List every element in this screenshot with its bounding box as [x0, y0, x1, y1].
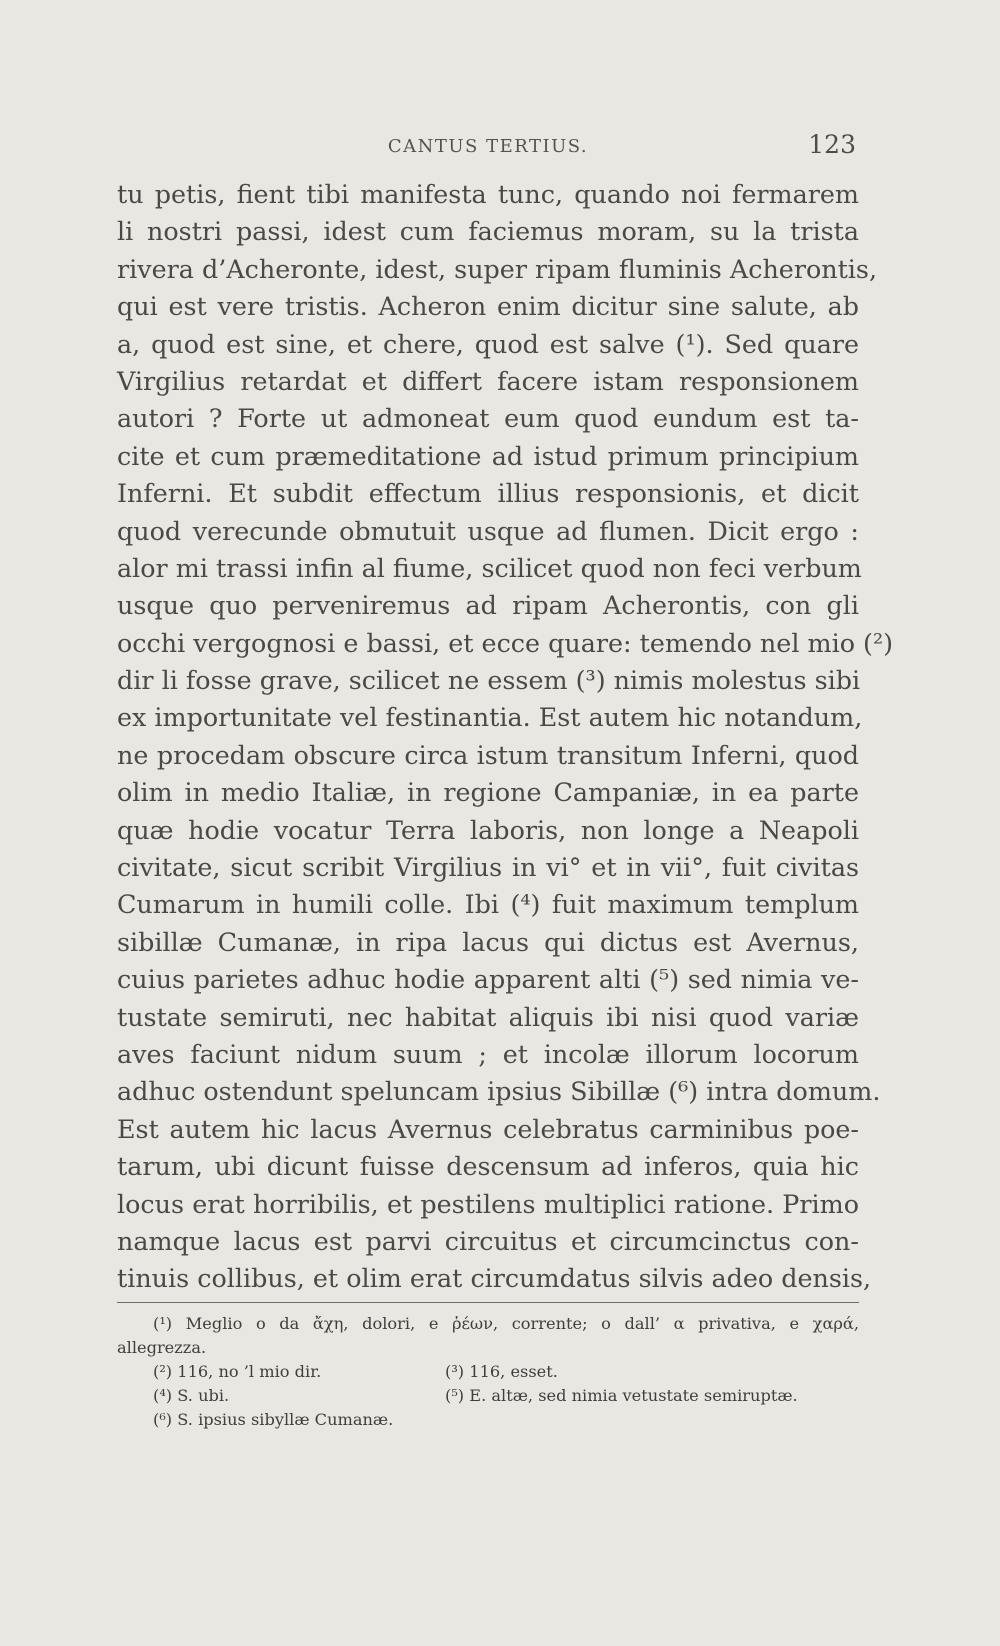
text-line: qui est vere tristis. Acheron enim dicitur sine salute, ab — [117, 291, 859, 322]
text-line: locus erat horribilis, et pestilens multiplici ratione. Primo — [117, 1188, 859, 1219]
footnote-5: (⁵) E. altæ, sed nimia vetustate semiruptæ. — [445, 1386, 798, 1405]
text-line: rivera d’Acheronte, idest, super ripam fluminis Acherontis, — [117, 253, 878, 284]
footnote-row — [117, 1384, 859, 1408]
text-line: autori ? Forte ut admoneat eum quod eundum est ta- — [117, 403, 859, 434]
running-title: CANTUS TERTIUS. — [387, 136, 589, 157]
text-line: dir li fosse grave, scilicet ne essem (³) nimis molestus sibi — [117, 665, 861, 696]
page-number: 123 — [808, 130, 856, 159]
text-line: tu petis, fient tibi manifesta tunc, quando noi fermarem — [117, 179, 859, 209]
footnote-2: (²) 116, no ’l mio dir. — [153, 1362, 322, 1381]
text-line: a, quod est sine, et chere, quod est salve (¹). Sed quare — [117, 328, 859, 359]
text-line: cite et cum præmeditatione ad istud primum principium — [117, 440, 859, 471]
text-line: civitate, sicut scribit Virgilius in vi° et in vii°, fuit civitas — [117, 852, 859, 883]
text-line: adhuc ostendunt speluncam ipsius Sibillæ (⁶) intra domum. — [117, 1076, 881, 1107]
text-line: namque lacus est parvi circuitus et circumcinctus con- — [117, 1225, 859, 1256]
text-line: tinuis collibus, et olim erat circumdatus silvis adeo densis, — [117, 1263, 872, 1294]
text-line: Est autem hic lacus Avernus celebratus carminibus poe- — [117, 1113, 859, 1144]
text-line: usque quo perveniremus ad ripam Acherontis, con gli — [117, 590, 859, 621]
text-line: cuius parietes adhuc hodie apparent alti (⁵) sed nimia ve- — [117, 964, 859, 995]
text-line: aves faciunt nidum suum ; et incolæ illorum locorum — [117, 1038, 859, 1069]
footnotes — [117, 1312, 859, 1432]
text-line: ex importunitate vel festinantia. Est autem hic notandum, — [117, 702, 863, 733]
main-text — [117, 176, 894, 1298]
text-line: tarum, ubi dicunt fuisse descensum ad inferos, quia hic — [117, 1151, 859, 1182]
text-line: olim in medio Italiæ, in regione Campaniæ, in ea parte — [117, 777, 859, 808]
text-line: occhi vergognosi e bassi, et ecce quare: temendo nel mio (²) — [117, 627, 894, 658]
footnote-4: (⁴) S. ubi. — [153, 1386, 230, 1405]
footnote-6: (⁶) S. ipsius sibyllæ Cumanæ. — [153, 1410, 394, 1429]
text-line: quod verecunde obmutuit usque ad flumen. Dicit ergo : — [117, 515, 859, 546]
text-line: li nostri passi, idest cum faciemus moram, su la trista — [117, 216, 859, 247]
footnote-row — [117, 1360, 859, 1384]
text-line: tustate semiruti, nec habitat aliquis ibi nisi quod variæ — [117, 1001, 859, 1032]
text-line: Virgilius retardat et differt facere istam responsionem — [117, 365, 859, 396]
page-header — [120, 130, 856, 170]
text-line: Inferni. Et subdit effectum illius responsionis, et dicit — [117, 478, 859, 509]
footnote-1-continued: allegrezza. — [117, 1338, 207, 1357]
footnote-1: (¹) Meglio o da ἄχη, dolori, e ῥέων, corrente; o dall’ α privativa, e χαρά, — [153, 1314, 859, 1333]
footnote-rule — [117, 1302, 859, 1303]
text-line: alor mi trassi infin al fiume, scilicet quod non feci verbum — [117, 552, 862, 583]
footnote-3: (³) 116, esset. — [445, 1362, 558, 1381]
text-line: quæ hodie vocatur Terra laboris, non longe a Neapoli — [117, 814, 859, 845]
text-line: Cumarum in humili colle. Ibi (⁴) fuit maximum templum — [117, 889, 859, 920]
text-line: sibillæ Cumanæ, in ripa lacus qui dictus est Avernus, — [117, 926, 859, 957]
text-line: ne procedam obscure circa istum transitum Inferni, quod — [117, 739, 859, 770]
